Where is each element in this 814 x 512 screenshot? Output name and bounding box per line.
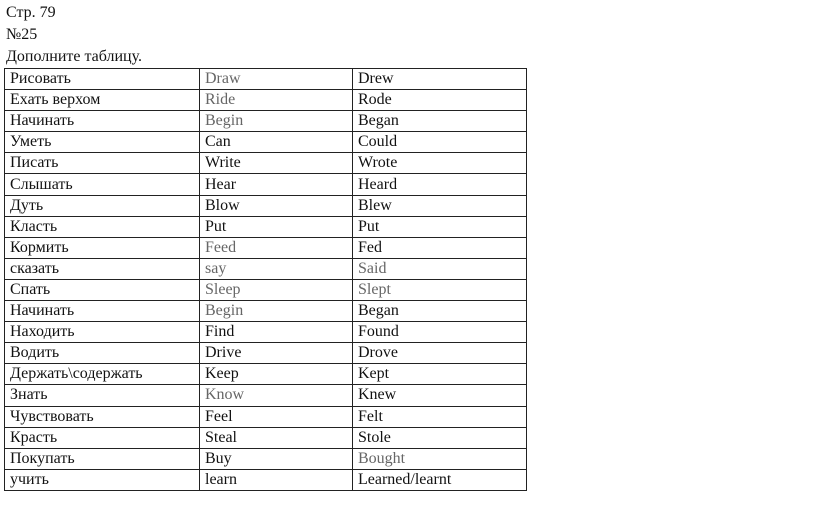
russian-verb-cell: Спать (5, 279, 200, 300)
russian-verb-cell: Ехать верхом (5, 90, 200, 111)
base-form-cell: Begin (200, 301, 353, 322)
base-form-cell: Draw (200, 69, 353, 90)
table-row (5, 364, 527, 385)
base-form-cell: Buy (200, 448, 353, 469)
base-form-cell: Can (200, 132, 353, 153)
base-form-cell: Find (200, 322, 353, 343)
past-form-cell: Slept (353, 279, 527, 300)
past-form-cell: Wrote (353, 153, 527, 174)
russian-verb-cell: Уметь (5, 132, 200, 153)
past-form-cell: Bought (353, 448, 527, 469)
table-row (5, 427, 527, 448)
russian-verb-cell: Находить (5, 322, 200, 343)
past-form-cell: Fed (353, 237, 527, 258)
russian-verb-cell: Красть (5, 427, 200, 448)
table-row (5, 90, 527, 111)
table-row (5, 132, 527, 153)
russian-verb-cell: Рисовать (5, 69, 200, 90)
table-row (5, 174, 527, 195)
exercise-number: №25 (6, 26, 38, 43)
past-form-cell: Began (353, 111, 527, 132)
russian-verb-cell: Кормить (5, 237, 200, 258)
table-row (5, 258, 527, 279)
table-row (5, 195, 527, 216)
past-form-cell: Drove (353, 343, 527, 364)
table-row (5, 343, 527, 364)
past-form-cell: Began (353, 301, 527, 322)
base-form-cell: Begin (200, 111, 353, 132)
base-form-cell: say (200, 258, 353, 279)
table-row (5, 301, 527, 322)
past-form-cell: Felt (353, 406, 527, 427)
russian-verb-cell: Писать (5, 153, 200, 174)
past-form-cell: Kept (353, 364, 527, 385)
past-form-cell: Rode (353, 90, 527, 111)
russian-verb-cell: Держать\содержать (5, 364, 200, 385)
russian-verb-cell: Класть (5, 216, 200, 237)
base-form-cell: Blow (200, 195, 353, 216)
table-row (5, 237, 527, 258)
past-form-cell: Drew (353, 69, 527, 90)
base-form-cell: Know (200, 385, 353, 406)
table-row (5, 448, 527, 469)
base-form-cell: Steal (200, 427, 353, 448)
base-form-cell: Feel (200, 406, 353, 427)
past-form-cell: Stole (353, 427, 527, 448)
table-row (5, 111, 527, 132)
base-form-cell: Ride (200, 90, 353, 111)
base-form-cell: Feed (200, 237, 353, 258)
table-row (5, 279, 527, 300)
past-form-cell: Said (353, 258, 527, 279)
past-form-cell: Knew (353, 385, 527, 406)
base-form-cell: Hear (200, 174, 353, 195)
table-row (5, 385, 527, 406)
russian-verb-cell: Начинать (5, 111, 200, 132)
past-form-cell: Put (353, 216, 527, 237)
past-form-cell: Blew (353, 195, 527, 216)
past-form-cell: Found (353, 322, 527, 343)
base-form-cell: learn (200, 469, 353, 490)
base-form-cell: Keep (200, 364, 353, 385)
table-row (5, 469, 527, 490)
russian-verb-cell: Знать (5, 385, 200, 406)
verb-forms-table (4, 68, 527, 491)
table-row (5, 322, 527, 343)
past-form-cell: Heard (353, 174, 527, 195)
table-row (5, 406, 527, 427)
table-row (5, 69, 527, 90)
base-form-cell: Sleep (200, 279, 353, 300)
past-form-cell: Could (353, 132, 527, 153)
russian-verb-cell: Чувствовать (5, 406, 200, 427)
table-row (5, 153, 527, 174)
exercise-instruction: Дополните таблицу. (6, 48, 143, 65)
past-form-cell: Learned/learnt (353, 469, 527, 490)
russian-verb-cell: сказать (5, 258, 200, 279)
base-form-cell: Put (200, 216, 353, 237)
russian-verb-cell: Покупать (5, 448, 200, 469)
base-form-cell: Write (200, 153, 353, 174)
russian-verb-cell: Слышать (5, 174, 200, 195)
russian-verb-cell: Водить (5, 343, 200, 364)
page-reference: Стр. 79 (6, 4, 56, 21)
table-row (5, 216, 527, 237)
russian-verb-cell: учить (5, 469, 200, 490)
base-form-cell: Drive (200, 343, 353, 364)
russian-verb-cell: Начинать (5, 301, 200, 322)
russian-verb-cell: Дуть (5, 195, 200, 216)
